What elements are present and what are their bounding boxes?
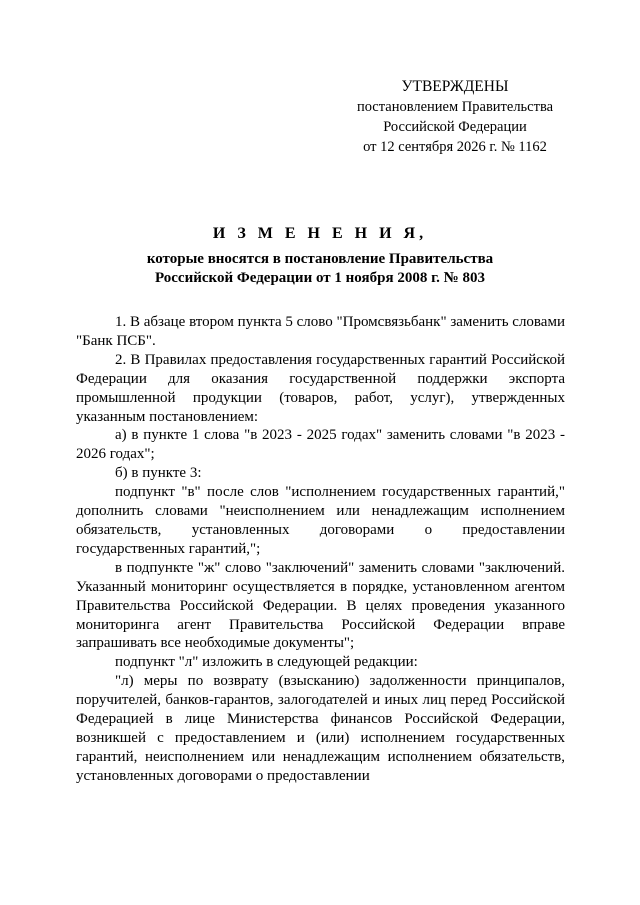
paragraph: подпункт "в" после слов "исполнением государственных гарантий," дополнить словами "неисполнением или ненадлежащим исполнением обязательств, установленных договорами о предоставлении государственных гарантий,";	[76, 484, 565, 557]
paragraph: 2. В Правилах предоставления государственных гарантий Российской Федерации для оказания государственной поддержки экспорта промышленной продукции (товаров, работ, услуг), утвержденных указанным постановлением:	[76, 351, 565, 425]
document-title-block	[70, 223, 570, 288]
subtitle-line: Российской Федерации от 1 ноября 2008 г. № 803	[154, 270, 486, 286]
approval-line: постановлением Правительства	[356, 99, 554, 115]
paragraph: 1. В абзаце втором пункта 5 слово "Промсвязьбанк" заменить словами "Банк ПСБ".	[76, 314, 565, 349]
approval-line: Российской Федерации	[383, 119, 527, 135]
document-body	[76, 313, 565, 786]
approval-heading: УТВЕРЖДЕНЫ	[401, 78, 509, 95]
document-title: И З М Е Н Е Н И Я,	[212, 225, 428, 242]
paragraph: в подпункте "ж" слово "заключений" заменить словами "заключений. Указанный мониторинг осуществляется в порядке, установленном агентом Правительства Российской Федерации. В целях проведения указанного мониторинга агент Правительства Российской Федерации вправе запрашивать все необходимые документы";	[76, 559, 565, 652]
paragraph: б) в пункте 3:	[115, 465, 202, 482]
document-subtitle	[70, 250, 570, 288]
paragraph: "л) меры по возврату (взысканию) задолженности принципалов, поручителей, банков-гарантов, залогодателей и иных лиц перед Российской Федерацией в лице Министерства финансов Российской Федерации, возникшей с предоставлением и (или) исполнением государственных гарантий, неисполнением или ненадлежащим исполнением обязательств, установленных договорами о предоставлении	[76, 673, 565, 784]
paragraph: а) в пункте 1 слова "в 2023 - 2025 годах" заменить словами "в 2023 - 2026 годах";	[76, 427, 565, 463]
paragraph: подпункт "л" изложить в следующей редакции:	[115, 654, 418, 671]
approval-line: от 12 сентября 2026 г. № 1162	[363, 139, 547, 155]
approval-stamp	[340, 77, 570, 157]
subtitle-line: которые вносятся в постановление Правительства	[146, 251, 494, 267]
